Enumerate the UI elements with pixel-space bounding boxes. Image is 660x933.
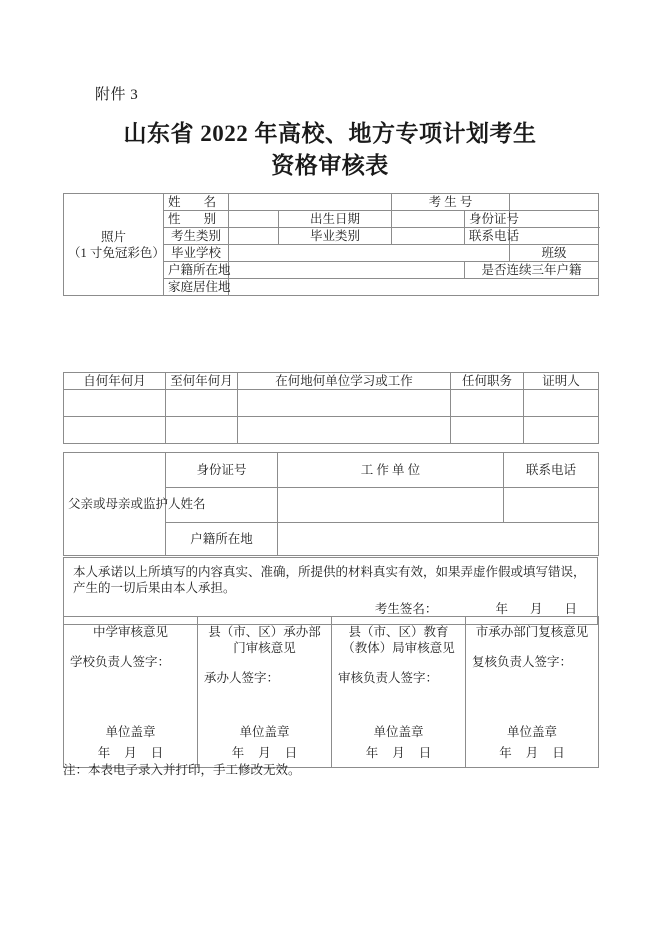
photo-placeholder-cell	[64, 194, 164, 296]
field-guardian-work-unit[interactable]	[278, 488, 504, 523]
promise-table	[63, 557, 598, 625]
review-date-line[interactable]	[198, 745, 331, 761]
column-header-from: 自何年何月	[64, 373, 166, 390]
day-label: 日	[552, 746, 565, 760]
review-title: 中学审核意见	[92, 625, 168, 639]
month-label: 月	[392, 746, 405, 760]
field-guardian-phone[interactable]	[504, 488, 599, 523]
field-history-position[interactable]	[451, 390, 524, 417]
field-school[interactable]	[229, 245, 510, 262]
label-phone: 联系电话	[465, 228, 510, 245]
table-row	[64, 558, 598, 625]
field-history-place[interactable]	[238, 417, 451, 444]
guardian-table	[63, 452, 599, 556]
column-header-witness: 证明人	[524, 373, 599, 390]
photo-label: 照片	[100, 229, 126, 244]
field-history-witness[interactable]	[524, 417, 599, 444]
field-phone[interactable]	[510, 228, 599, 245]
day-label: 日	[418, 746, 432, 760]
year-label: 年	[97, 746, 111, 760]
review-signer-label[interactable]: 承办人签字：	[204, 671, 280, 685]
table-row	[64, 390, 599, 417]
field-history-from[interactable]	[64, 390, 166, 417]
basic-info-table	[63, 193, 599, 296]
page-title	[0, 118, 660, 182]
history-table	[63, 372, 599, 444]
label-birth-date: 出生日期	[279, 211, 392, 228]
review-table	[63, 616, 599, 768]
field-history-to[interactable]	[166, 390, 238, 417]
column-header-place: 在何地何单位学习或工作	[238, 373, 451, 390]
label-three-year-household: 是否连续三年户籍	[465, 262, 599, 279]
label-guardian-name: 父亲或母亲或监护人姓名	[64, 453, 166, 556]
year-label: 年	[495, 602, 508, 616]
table-header-row	[64, 373, 599, 390]
review-date-line[interactable]	[332, 745, 465, 761]
review-column-school	[64, 617, 198, 768]
table-header-row	[64, 453, 599, 488]
day-label: 日	[150, 746, 164, 760]
photo-spec-label: （1 寸免冠彩色）	[68, 245, 165, 260]
field-household[interactable]	[229, 262, 465, 279]
promise-cell	[64, 558, 598, 625]
date-placeholder[interactable]	[484, 602, 588, 616]
label-gender: 性 别	[164, 211, 229, 228]
field-history-to[interactable]	[166, 417, 238, 444]
review-column-county-education-bureau	[332, 617, 466, 768]
field-guardian-household[interactable]	[278, 523, 599, 556]
label-id-no: 身份证号	[465, 211, 510, 228]
field-exam-no[interactable]	[510, 194, 599, 211]
day-label: 日	[564, 602, 577, 616]
field-candidate-type[interactable]	[229, 228, 279, 245]
field-history-witness[interactable]	[524, 390, 599, 417]
title-line-2: 资格审核表	[271, 153, 389, 178]
review-seal-label: 单位盖章	[506, 725, 557, 739]
month-label: 月	[258, 746, 271, 760]
field-graduate-type[interactable]	[392, 228, 465, 245]
table-row	[64, 617, 599, 768]
field-birth-date[interactable]	[392, 211, 465, 228]
field-gender[interactable]	[229, 211, 279, 228]
candidate-signature-line	[73, 601, 588, 617]
review-seal-label: 单位盖章	[373, 725, 424, 739]
label-name: 姓 名	[164, 194, 229, 211]
review-title: 市承办部门复核意见	[475, 625, 589, 639]
label-candidate-type: 考生类别	[164, 228, 229, 245]
label-school: 毕业学校	[164, 245, 229, 262]
review-title: 县（市、区）承办部门审核意见	[208, 625, 321, 655]
review-column-city-dept	[466, 617, 599, 768]
attachment-number: 附件 3	[95, 87, 139, 103]
label-graduate-type: 毕业类别	[279, 228, 392, 245]
field-id-no[interactable]	[510, 211, 599, 228]
field-name[interactable]	[229, 194, 392, 211]
table-row	[64, 194, 599, 211]
field-residence[interactable]	[229, 279, 599, 296]
promise-text: 本人承诺以上所填写的内容真实、准确，所提供的材料真实有效，如果弄虚作假或填写错误，产生的一切后果由本人承担。	[73, 565, 586, 595]
year-label: 年	[499, 746, 512, 760]
year-label: 年	[365, 746, 379, 760]
label-household: 户籍所在地	[164, 262, 229, 279]
day-label: 日	[284, 746, 298, 760]
label-residence: 家庭居住地	[164, 279, 229, 296]
review-signer-label[interactable]: 复核负责人签字：	[472, 655, 573, 669]
column-header-to: 至何年何月	[166, 373, 238, 390]
footer-note: 注：本表电子录入并打印，手工修改无效。	[63, 763, 301, 777]
review-seal-label: 单位盖章	[239, 725, 290, 739]
title-line-1: 山东省 2022 年高校、地方专项计划考生	[123, 121, 537, 146]
column-header-position: 任何职务	[451, 373, 524, 390]
signature-label: 考生签名：	[374, 602, 438, 616]
month-label: 月	[525, 746, 539, 760]
month-label: 月	[124, 746, 137, 760]
label-guardian-phone: 联系电话	[504, 453, 599, 488]
label-class: 班级	[510, 245, 599, 262]
label-guardian-id-no: 身份证号	[166, 453, 278, 488]
field-history-position[interactable]	[451, 417, 524, 444]
review-column-county-dept	[198, 617, 332, 768]
label-exam-no: 考 生 号	[392, 194, 510, 211]
review-signer-label[interactable]: 审核负责人签字：	[338, 671, 439, 685]
review-date-line[interactable]	[466, 745, 598, 761]
month-label: 月	[529, 602, 543, 616]
field-history-from[interactable]	[64, 417, 166, 444]
label-guardian-work-unit: 工 作 单 位	[278, 453, 504, 488]
review-seal-label: 单位盖章	[105, 725, 156, 739]
table-row	[64, 417, 599, 444]
year-label: 年	[231, 746, 245, 760]
review-title: 县（市、区）教育（教体）局审核意见	[342, 625, 455, 655]
field-history-place[interactable]	[238, 390, 451, 417]
review-date-line[interactable]	[64, 745, 197, 761]
review-signer-label[interactable]: 学校负责人签字：	[70, 655, 171, 669]
label-guardian-household: 户籍所在地	[166, 523, 278, 556]
